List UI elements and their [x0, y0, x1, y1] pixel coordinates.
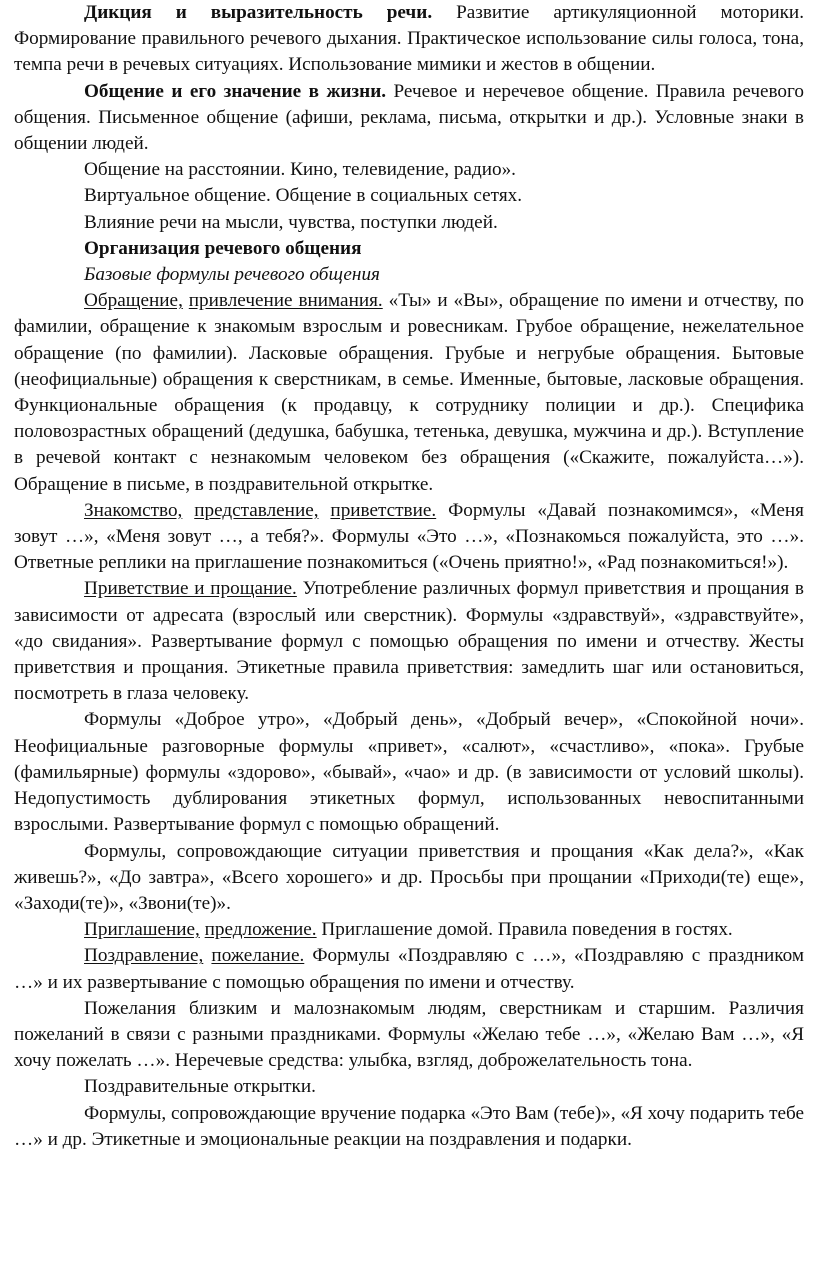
paragraph-influence: Влияние речи на мысли, чувства, поступки людей. [84, 211, 498, 233]
underlined-term: привлечение внимания. [188, 290, 383, 312]
paragraph-farewell-formulas: Формулы, сопровождающие ситуации приветствия и прощания «Как дела?», «Как живешь?», «До завтра», «Всего хорошего» и др. Просьбы при прощании «Приходи(те) еще», «Заходи(те)», «Звони(те)». [14, 840, 804, 914]
paragraph-greeting [14, 576, 804, 707]
paragraph-formulas: Формулы «Доброе утро», «Добрый день», «Добрый вечер», «Спокойной ночи». Неофициальные разговорные формулы «привет», «салют», «счастливо», «пока». Грубые (фамильярные) формулы «здорово», «бывай», «чао» и др. (в зависимости от условий школы). Недопустимость дублирования этикетных формул, использованных невоспитанными взрослыми. Развертывание формул с помощью обращений. [14, 709, 804, 836]
underlined-term: представление, [194, 499, 319, 521]
underlined-term: Обращение, [84, 290, 183, 312]
section-heading: Организация речевого общения [84, 237, 362, 259]
paragraph-text: Приглашение домой. Правила поведения в гостях. [316, 919, 733, 941]
underlined-term: Приветствие и прощание. [84, 578, 297, 600]
paragraph-communication [14, 79, 804, 158]
paragraph-lead: Общение и его значение в жизни. [84, 80, 387, 102]
underlined-term: Поздравление, [84, 945, 204, 967]
paragraph-lead: Дикция и выразительность речи. [84, 2, 433, 23]
underlined-term: предложение. [204, 919, 317, 941]
underlined-term: Знакомство, [84, 499, 183, 521]
paragraph-text: Развитие артикуляционной моторики. Формирование правильного речевого дыхания. Практическое использование силы голоса, тона, темпа речи в речевых ситуациях. Использование мимики и жестов в общении. [14, 2, 804, 76]
section-subheading: Базовые формулы речевого общения [84, 264, 380, 286]
paragraph-diction [14, 0, 804, 79]
underlined-term: пожелание. [211, 945, 305, 967]
paragraph-gifts: Формулы, сопровождающие вручение подарка «Это Вам (тебе)», «Я хочу подарить тебе …» и др. Этикетные и эмоциональные реакции на поздравления и подарки. [14, 1102, 804, 1150]
paragraph-cards: Поздравительные открытки. [84, 1076, 316, 1098]
paragraph-wishes: Пожелания близким и малознакомым людям, сверстникам и старшим. Различия пожеланий в связи с разными праздниками. Формулы «Желаю тебе …», «Желаю Вам …», «Я хочу пожелать …». Неречевые средства: улыбка, взгляд, доброжелательность тона. [14, 997, 804, 1072]
paragraph-text: Формулы «Давай познакомимся», «Меня зовут …», «Меня зовут …, а тебя?». Формулы «Это …», «Познакомься пожалуйста, это …». Ответные реплики на приглашение познакомиться («Очень приятно!», «Рад познакомиться!»). [14, 499, 805, 574]
paragraph-acquaintance [14, 498, 804, 577]
underlined-term: Приглашение, [84, 919, 200, 941]
paragraph-text: Речевое и неречевое общение. Правила речевого общения. Письменное общение (афиши, реклама, письма, открытки и др.). Условные знаки в общении людей. [14, 80, 804, 155]
paragraph-text: Формулы «Поздравляю с …», «Поздравляю с праздником …» и их развертывание с помощью обращения по имени и отчеству. [14, 945, 804, 993]
paragraph-virtual: Виртуальное общение. Общение в социальных сетях. [84, 185, 523, 207]
paragraph-address [14, 288, 804, 498]
document-page [14, 0, 804, 1153]
paragraph-text: «Ты» и «Вы», обращение по имени и отчеству, по фамилии, обращение к знакомым взрослым и ровесникам. Грубое обращение, нежелательное обращение (по фамилии). Ласковые обращения. Грубые и негрубые обращения. Бытовые (неофициальные) обращения к сверстникам, в семье. Именные, бытовые, ласковые обращения. Функциональные обращения (к продавцу, к сотруднику полиции и др.). Специфика половозрастных обращений (дедушка, бабушка, тетенька, девушка, мужчина и др.). Вступление в речевой контакт с незнакомым человеком без обращения («Скажите, пожалуйста…»). Обращение в письме, в поздравительной открытке. [14, 290, 804, 495]
paragraph-text: Употребление различных формул приветствия и прощания в зависимости от адресата (взрослый или сверстник). Формулы «здравствуй», «здравствуйте», «до свидания». Развертывание формул с помощью обращения по имени и отчеству. Жесты приветствия и прощания. Этикетные правила приветствия: замедлить шаг или остановиться, посмотреть в глаза человеку. [14, 578, 804, 705]
paragraph-distance: Общение на расстоянии. Кино, телевидение, радио». [84, 159, 516, 181]
paragraph-congratulation [14, 943, 804, 995]
underlined-term: приветствие. [330, 499, 437, 521]
paragraph-invitation [14, 917, 804, 943]
